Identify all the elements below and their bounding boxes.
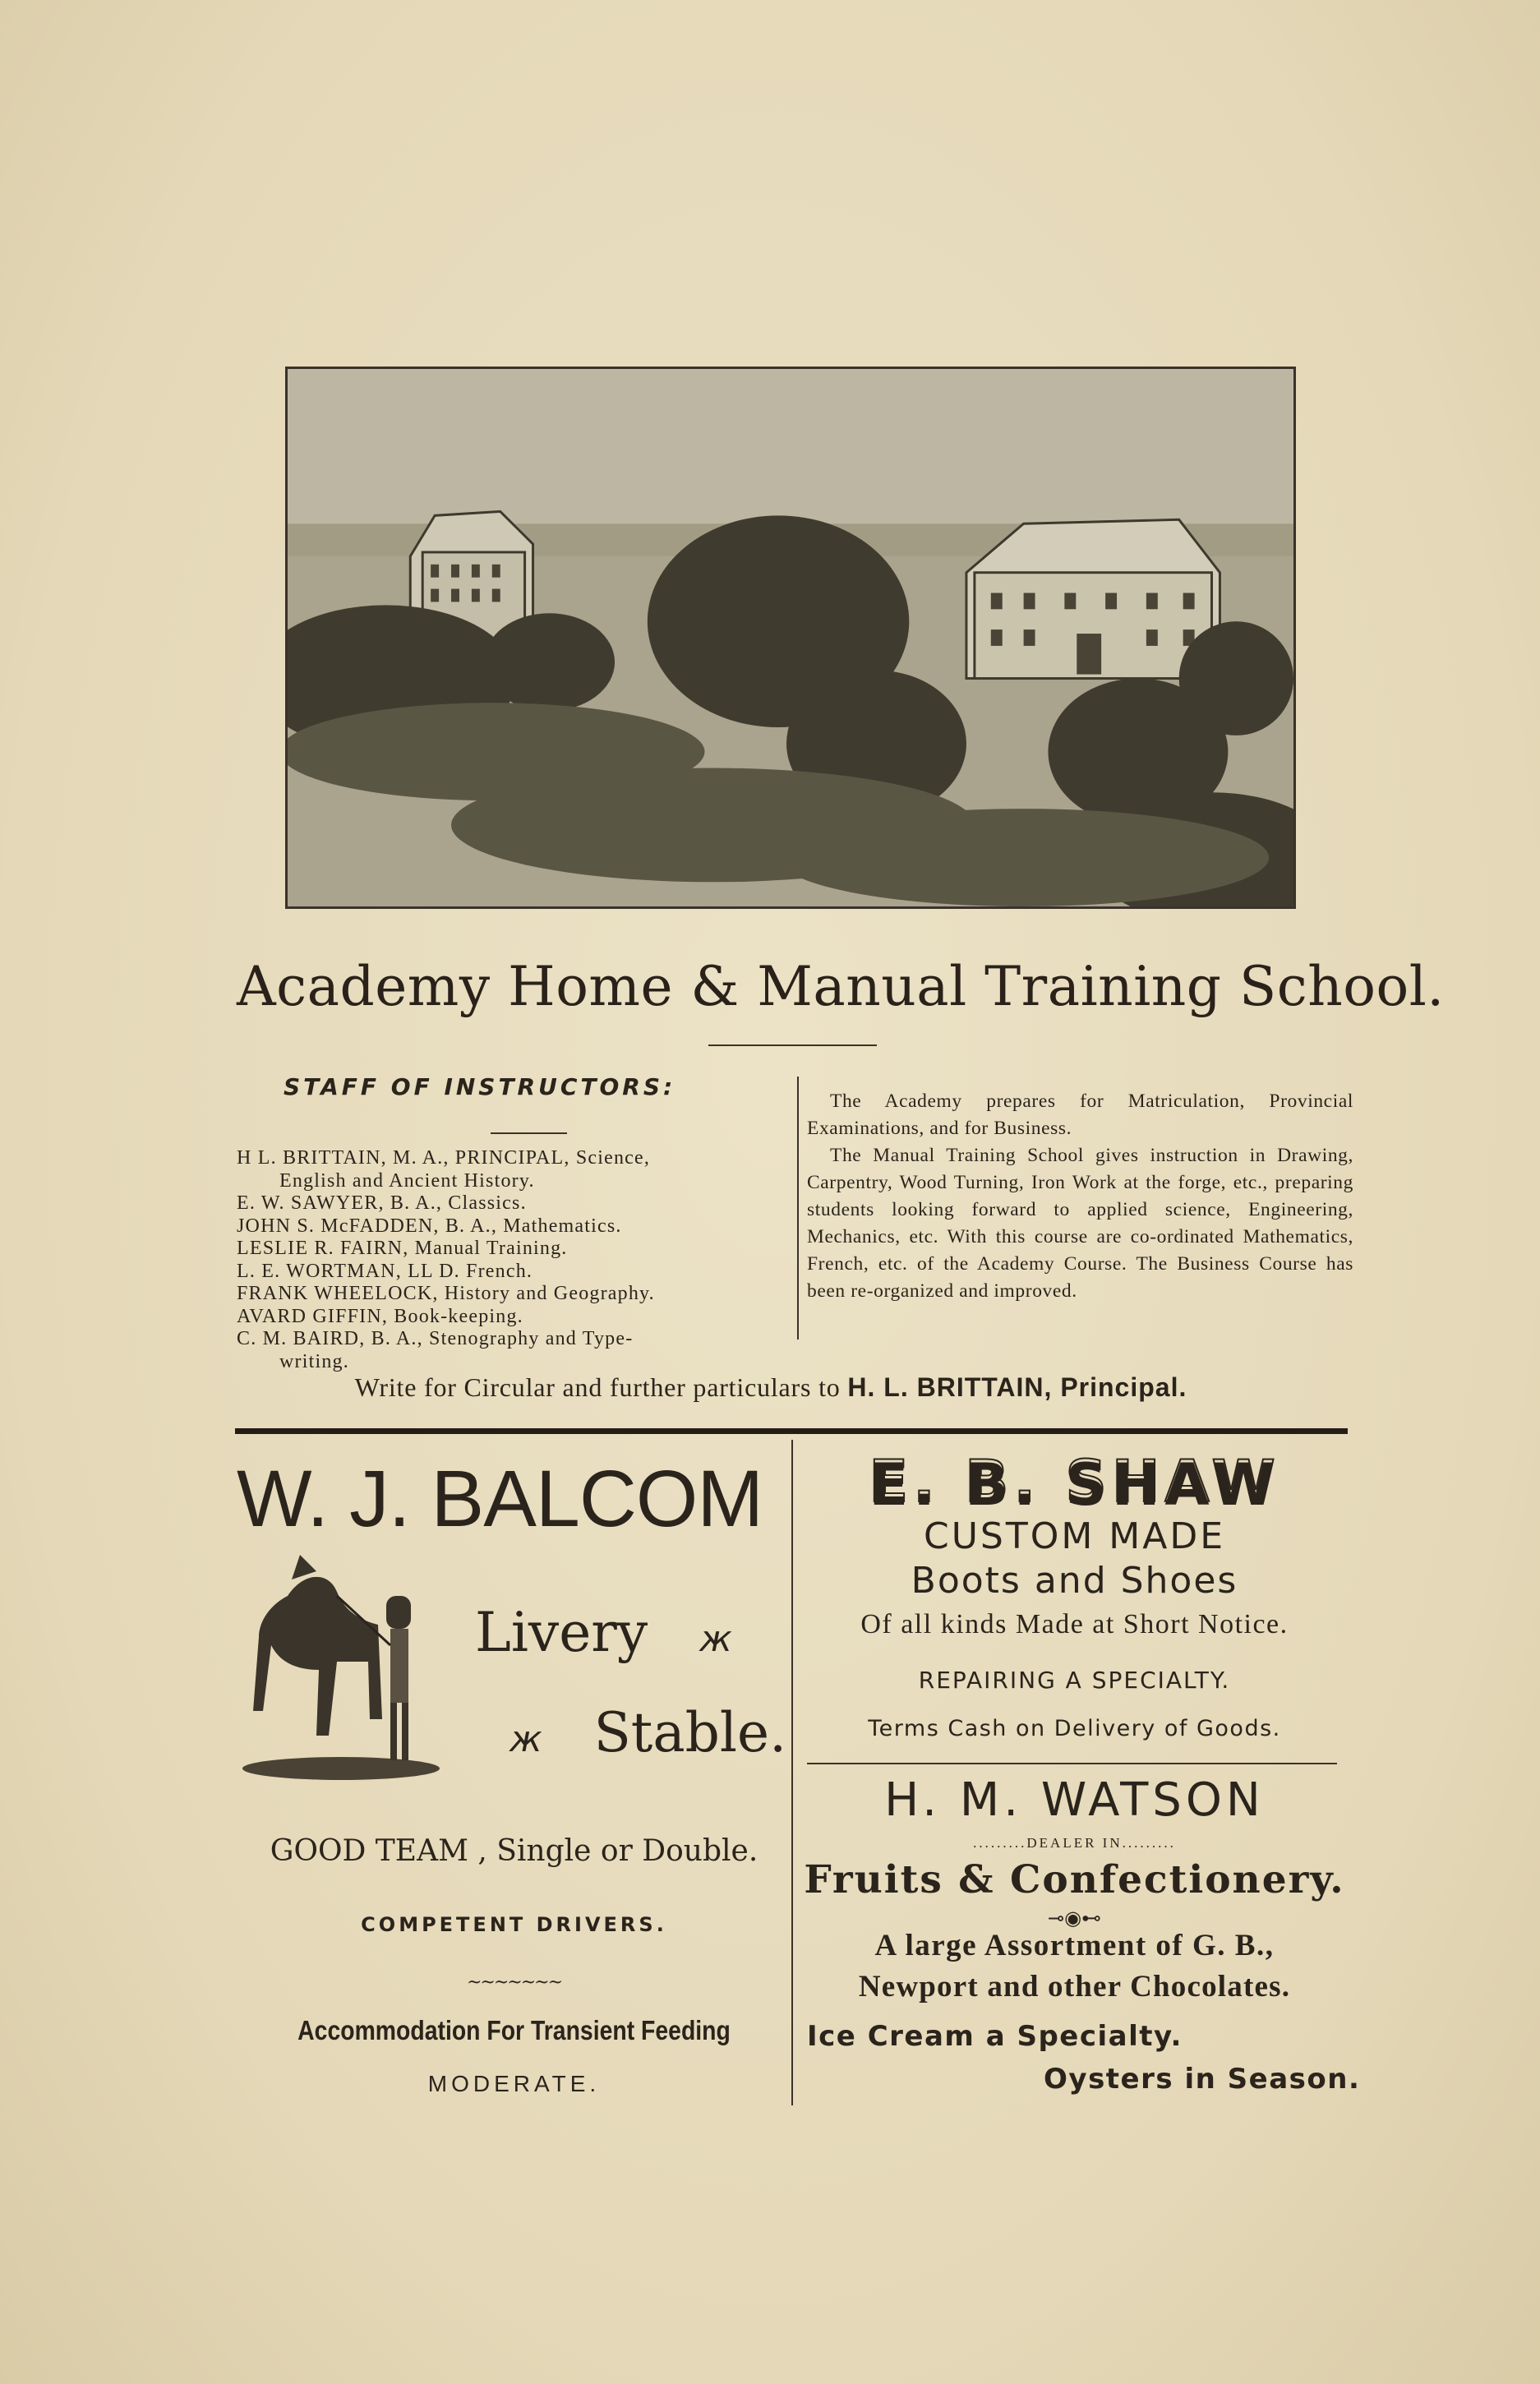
staff-heading-divider bbox=[491, 1132, 567, 1134]
oysters-text: Oysters in Season. bbox=[1044, 2063, 1361, 2096]
horse-illustration bbox=[238, 1547, 444, 1785]
stable-line bbox=[509, 1701, 786, 1764]
shaw-divider bbox=[807, 1763, 1337, 1764]
academy-description bbox=[807, 1088, 1353, 1305]
all-kinds-text: Of all kinds Made at Short Notice. bbox=[860, 1609, 1289, 1639]
staff-entry: H L. BRITTAIN, M. A., PRINCIPAL, Science, bbox=[237, 1147, 651, 1169]
livery-line bbox=[475, 1601, 732, 1664]
ornament-icon: ж bbox=[509, 1718, 542, 1760]
staff-entry: JOHN S. McFADDEN, B. A., Mathematics. bbox=[237, 1215, 622, 1237]
staff-entry: C. M. BAIRD, B. A., Stenography and Type- bbox=[237, 1328, 634, 1349]
staff-entry: writing. bbox=[279, 1350, 349, 1372]
academy-photo-drawing bbox=[288, 369, 1293, 906]
terms-text: Terms Cash on Delivery of Goods. bbox=[868, 1716, 1281, 1741]
stable-text: Stable. bbox=[593, 1701, 787, 1764]
chocolates-text: Newport and other Chocolates. bbox=[858, 1970, 1291, 2004]
staff-heading: STAFF OF INSTRUCTORS: bbox=[284, 1073, 676, 1100]
staff-entry: AVARD GIFFIN, Book-keeping. bbox=[237, 1305, 523, 1327]
staff-list bbox=[237, 1147, 783, 1373]
good-team-text: GOOD TEAM , Single or Double. bbox=[270, 1834, 758, 1868]
circular-contact: H. L. BRITTAIN, Principal. bbox=[847, 1372, 1187, 1402]
staff-entry: L. E. WORTMAN, LL D. French. bbox=[237, 1260, 533, 1282]
fruits-text: Fruits & Confectionery. bbox=[804, 1857, 1345, 1902]
balcom-name: W. J. BALCOM bbox=[237, 1454, 763, 1543]
repairing-text: REPAIRING A SPECIALTY. bbox=[918, 1667, 1231, 1694]
custom-made-text: CUSTOM MADE bbox=[923, 1515, 1226, 1557]
shaw-name: E. B. SHAW bbox=[869, 1448, 1280, 1515]
section-divider bbox=[235, 1428, 1348, 1434]
staff-entry: E. W. SAWYER, B. A., Classics. bbox=[237, 1192, 527, 1214]
circular-text: Write for Circular and further particulars to bbox=[354, 1372, 841, 1402]
circular-note bbox=[237, 1372, 1305, 1403]
dealer-text: .........DEALER IN......... bbox=[973, 1835, 1176, 1851]
academy-photo bbox=[285, 367, 1296, 909]
title-divider bbox=[708, 1044, 877, 1046]
drivers-text: COMPETENT DRIVERS. bbox=[361, 1913, 667, 1936]
ice-cream-text: Ice Cream a Specialty. bbox=[807, 2020, 1183, 2053]
description-paragraph: The Academy prepares for Matriculation, Provincial Examinations, and for Business. bbox=[807, 1091, 1353, 1139]
moderate-text: MODERATE. bbox=[427, 2071, 601, 2096]
watson-name: H. M. WATSON bbox=[884, 1773, 1265, 1827]
staff-entry: FRANK WHEELOCK, History and Geography. bbox=[237, 1283, 655, 1304]
ornament-icon: ⊸◉⊷ bbox=[1047, 1907, 1102, 1930]
staff-entry: English and Ancient History. bbox=[279, 1169, 535, 1192]
accommodation-text: Accommodation For Transient Feeding bbox=[297, 2015, 731, 2045]
staff-entry: LESLIE R. FAIRN, Manual Training. bbox=[237, 1238, 568, 1259]
description-paragraph: The Manual Training School gives instruction in Drawing, Carpentry, Wood Turning, Iron Work at the forge, etc., preparing students looking forward to applied science, Engineering, Mechanics, etc. With this course are co-ordinated Mathematics, French, etc. of the Academy Course. The Business Course has been re-organized and improved. bbox=[807, 1145, 1353, 1302]
squiggle-ornament: ~~~~~~~ bbox=[466, 1972, 562, 1993]
horse-icon bbox=[238, 1547, 444, 1785]
ornament-icon: ж bbox=[699, 1618, 732, 1660]
column-divider bbox=[797, 1077, 799, 1340]
assortment-text: A large Assortment of G. B., bbox=[874, 1929, 1275, 1962]
livery-text: Livery bbox=[475, 1601, 648, 1664]
school-title: Academy Home & Manual Training School. bbox=[237, 955, 1445, 1018]
boots-text: Boots and Shoes bbox=[911, 1560, 1238, 1602]
